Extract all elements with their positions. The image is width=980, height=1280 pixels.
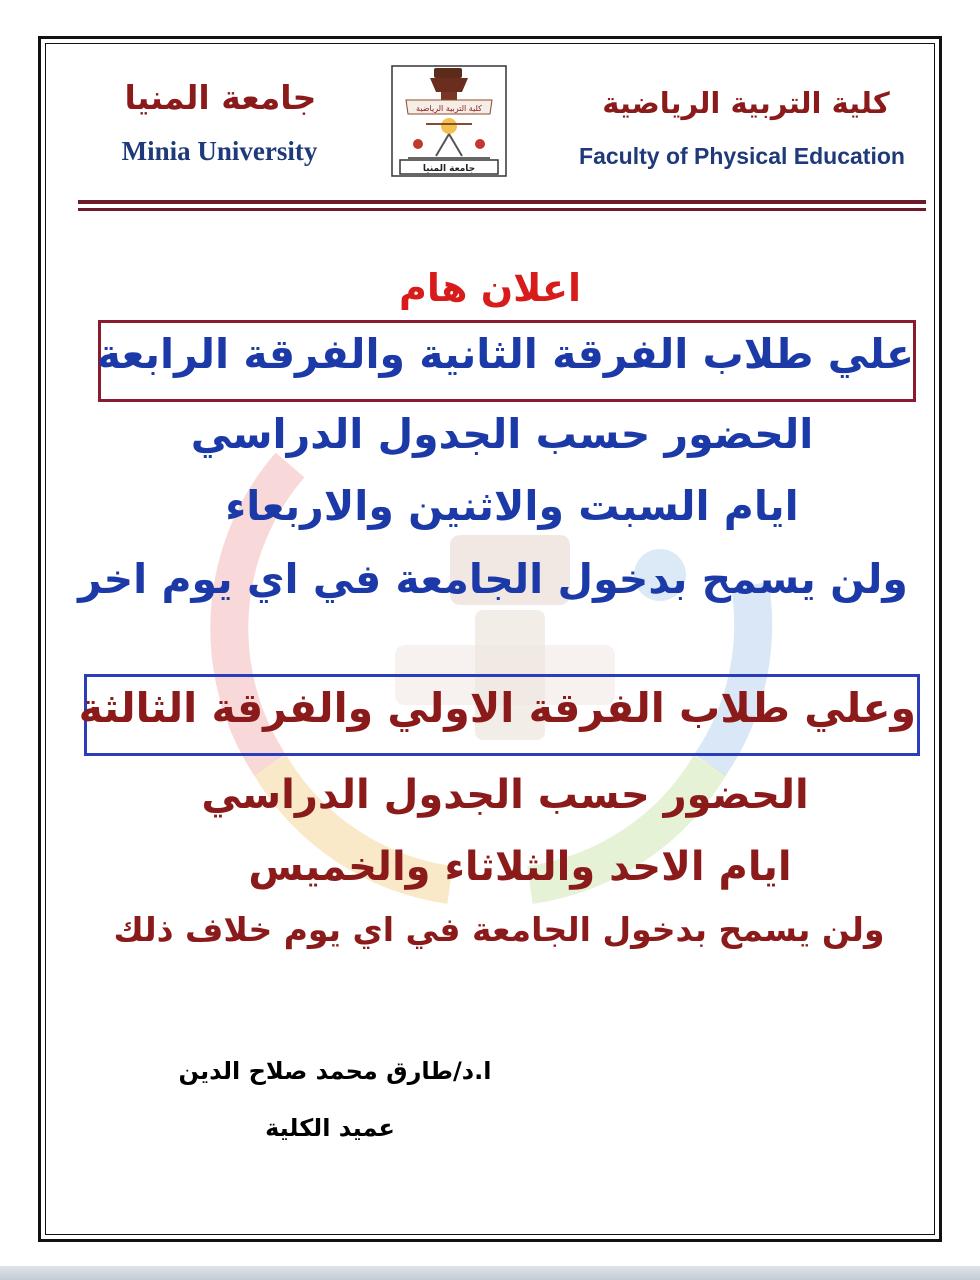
group1-days: ايام السبت والاثنين والاربعاء	[225, 482, 799, 530]
group2-days: ايام الاحد والثلاثاء والخميس	[248, 844, 792, 890]
announcement-title: اعلان هام	[399, 266, 581, 310]
header-divider	[78, 200, 926, 204]
logo-text-top: كلية التربية الرياضية	[416, 104, 482, 113]
logo-text-bottom: جامعة المنيا	[422, 164, 476, 174]
group2-heading: وعلي طلاب الفرقة الاولي والفرقة الثالثة	[78, 684, 916, 732]
group1-heading: علي طلاب الفرقة الثانية والفرقة الرابعة	[96, 330, 914, 378]
university-name-english: Minia University	[121, 136, 318, 166]
faculty-name-arabic: كلية التربية الرياضية	[602, 86, 890, 120]
header-divider	[78, 208, 926, 211]
bottom-strip	[0, 1266, 980, 1280]
faculty-logo	[386, 62, 512, 180]
faculty-name-english: Faculty of Physical Education	[579, 143, 905, 169]
group2-line: الحضور حسب الجدول الدراسي	[201, 772, 809, 818]
group1-line: الحضور حسب الجدول الدراسي	[190, 410, 814, 458]
group2-note: ولن يسمح بدخول الجامعة في اي يوم خلاف ذلك	[113, 910, 885, 949]
signature-title: عميد الكلية	[265, 1114, 395, 1142]
university-name-arabic: جامعة المنيا	[124, 78, 317, 117]
signature-name: ا.د/طارق محمد صلاح الدين	[178, 1057, 492, 1085]
group1-note: ولن يسمح بدخول الجامعة في اي يوم اخر	[78, 555, 908, 603]
